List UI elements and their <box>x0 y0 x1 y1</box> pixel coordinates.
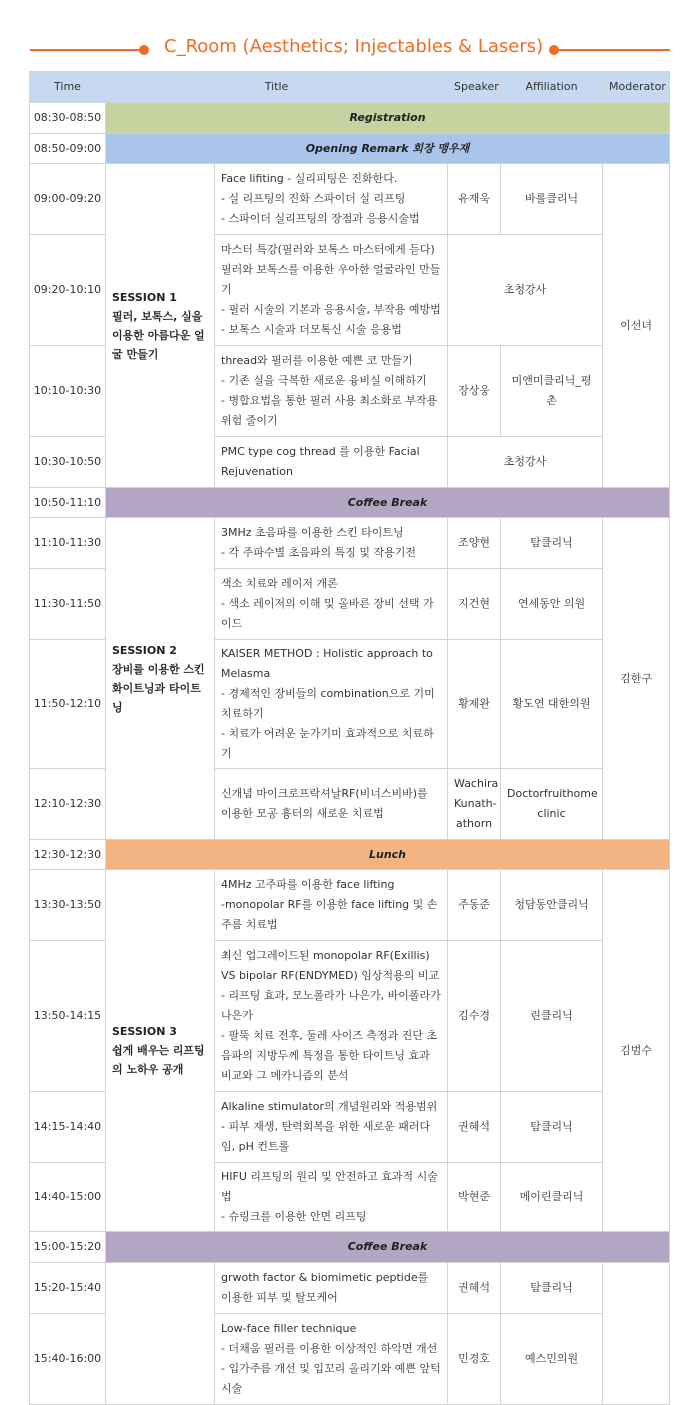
speaker-cell: 지건현 <box>448 569 501 640</box>
time-cell: 15:40-16:00 <box>30 1314 106 1405</box>
speaker-cell: Wachira Kunath-athorn <box>448 769 501 840</box>
talk-title-line: - 실 리프팅의 진화 스파이더 실 리프팅 <box>221 192 406 205</box>
talk-title-line: Low-face filler technique <box>221 1322 357 1335</box>
talk-title-line: - 리프팅 효과, 모노폴라가 나은가, 바이폴라가 나은가 <box>221 989 441 1022</box>
time-cell: 15:00-15:20 <box>30 1232 106 1263</box>
talk-title <box>215 1092 448 1163</box>
session-name-line: 쉽게 배우는 리프팅의 노하우 공개 <box>112 1044 205 1076</box>
title-rule-right <box>553 49 670 51</box>
time-cell: 09:20-10:10 <box>30 235 106 346</box>
affiliation-cell: 탐클리닉 <box>501 1092 603 1163</box>
time-cell: 12:30-12:30 <box>30 840 106 870</box>
time-cell: 14:15-14:40 <box>30 1092 106 1163</box>
affiliation-cell: 메이린클리닉 <box>501 1163 603 1232</box>
band-row-coffee <box>30 488 670 518</box>
time-cell: 12:10-12:30 <box>30 769 106 840</box>
table-row <box>30 164 670 235</box>
title-dot-left <box>139 45 149 55</box>
speaker-affiliation-cell: 초청강사 <box>448 437 603 488</box>
talk-title-line: Face lifiting - 실리피팅은 진화한다. <box>221 172 398 185</box>
talk-title-line: - 스파이더 실리프팅의 장점과 응용시술법 <box>221 212 420 225</box>
table-row <box>30 1263 670 1314</box>
table-row <box>30 870 670 941</box>
session-name-line: SESSION 3 <box>112 1025 177 1038</box>
talk-title <box>215 1314 448 1405</box>
talk-title-line: PMC type cog thread 를 이용한 Facial Rejuvenation <box>221 445 420 478</box>
talk-title-line: 신개념 마이크로프락셔날RF(비너스비바)를 이용한 모공 흉터의 새로운 치료법 <box>221 787 428 820</box>
talk-title-line: - 색소 레이저의 이해 및 올바른 장비 선택 가이드 <box>221 597 434 630</box>
talk-title-line: 색소 치료와 레이저 개론 <box>221 577 338 590</box>
affiliation-cell: 바롤클리닉 <box>501 164 603 235</box>
session-4-name <box>106 1263 215 1405</box>
affiliation-cell: 청담동안클리닉 <box>501 870 603 941</box>
session-3-moderator: 김범수 <box>603 870 670 1232</box>
time-cell: 15:20-15:40 <box>30 1263 106 1314</box>
affiliation-cell: 황도연 대한의원 <box>501 640 603 769</box>
session-2-moderator: 김한구 <box>603 518 670 840</box>
table-row <box>30 518 670 569</box>
talk-title <box>215 1263 448 1314</box>
talk-title-line: - 각 주파수별 초음파의 특징 및 작용기전 <box>221 546 416 559</box>
session-name-line: SESSION 2 <box>112 643 177 657</box>
speaker-cell: 권혜석 <box>448 1263 501 1314</box>
time-cell: 13:30-13:50 <box>30 870 106 941</box>
band-row-coffee <box>30 1232 670 1263</box>
talk-title-line: 4MHz 고주파를 이용한 face lifting <box>221 878 395 891</box>
talk-title-line: -monopolar RF를 이용한 face lifting 및 손주름 치료법 <box>221 898 438 931</box>
header-affiliation: Affiliation <box>501 72 603 103</box>
talk-title-line: - 팔뚝 치료 전후, 둘레 사이즈 측정과 진단 초음파의 지방두께 특정을 통한 타이트닝 효과 비교와 그 메카니즘의 분석 <box>221 1029 438 1082</box>
talk-title <box>215 769 448 840</box>
talk-title <box>215 164 448 235</box>
talk-title-line: - 입가주름 개선 및 입꼬리 올리기와 예쁜 앞턱 시술 <box>221 1362 441 1395</box>
talk-title <box>215 235 448 346</box>
talk-title-line: grwoth factor & biomimetic peptide를 이용한 피부 및 탈모케어 <box>221 1271 429 1304</box>
affiliation-cell: 린클리닉 <box>501 941 603 1092</box>
speaker-cell: 민경호 <box>448 1314 501 1405</box>
affiliation-cell: 미앤미클리닉_평촌 <box>501 346 603 437</box>
speaker-affiliation-cell: 초청강사 <box>448 235 603 346</box>
talk-title <box>215 640 448 769</box>
title-rule-left <box>30 49 144 51</box>
time-cell: 14:40-15:00 <box>30 1163 106 1232</box>
session-1-name <box>106 164 215 488</box>
session-name-line: SESSION 1 <box>112 290 177 304</box>
time-cell: 10:10-10:30 <box>30 346 106 437</box>
session-4-moderator <box>603 1263 670 1405</box>
session-1-moderator: 이선녀 <box>603 164 670 488</box>
talk-title-line: - 슈링크를 이용한 안면 리프팅 <box>221 1210 367 1223</box>
affiliation-cell: Doctorfruithome clinic <box>501 769 603 840</box>
speaker-cell: 조양현 <box>448 518 501 569</box>
time-cell: 08:50-09:00 <box>30 134 106 164</box>
session-3-name <box>106 870 215 1232</box>
talk-title-line: - 치료가 어려운 눈가기미 효과적으로 치료하기 <box>221 727 434 760</box>
coffee-break-band: Coffee Break <box>106 488 670 518</box>
talk-title-line: - 병합요법을 통한 필러 사용 최소화로 부작용 위험 줄이기 <box>221 394 438 427</box>
lunch-band: Lunch <box>106 840 670 870</box>
talk-title-line: HIFU 리프팅의 원리 및 안전하고 효과적 시술법 <box>221 1170 438 1203</box>
speaker-cell: 김수경 <box>448 941 501 1092</box>
speaker-cell: 황제완 <box>448 640 501 769</box>
talk-title-line: thread와 필러를 이용한 예쁜 코 만들기 <box>221 354 413 367</box>
talk-title-line: - 더채움 필러를 이용한 이상적인 하악면 개선 <box>221 1342 438 1355</box>
time-cell: 11:30-11:50 <box>30 569 106 640</box>
affiliation-cell: 예스민의원 <box>501 1314 603 1405</box>
time-cell: 11:50-12:10 <box>30 640 106 769</box>
page-title-bar <box>0 30 700 70</box>
talk-title <box>215 941 448 1092</box>
opening-remark-band: Opening Remark 회장 맹우재 <box>106 134 670 164</box>
affiliation-cell: 연세동안 의원 <box>501 569 603 640</box>
talk-title-line: 최신 업그레이드된 monopolar RF(Exillis) VS bipolar RF(ENDYMED) 임상적용의 비교 <box>221 949 440 982</box>
time-cell: 08:30-08:50 <box>30 103 106 134</box>
speaker-cell: 유재욱 <box>448 164 501 235</box>
band-row-opening <box>30 134 670 164</box>
talk-title-line: - 기존 실을 극복한 새로운 융비실 이해하기 <box>221 374 427 387</box>
speaker-cell: 주동준 <box>448 870 501 941</box>
talk-title <box>215 569 448 640</box>
talk-title-line: - 경제적인 장비들의 combination으로 기미치료하기 <box>221 687 435 720</box>
speaker-cell: 권혜석 <box>448 1092 501 1163</box>
talk-title <box>215 870 448 941</box>
affiliation-cell: 탐클리닉 <box>501 1263 603 1314</box>
time-cell: 13:50-14:15 <box>30 941 106 1092</box>
time-cell: 09:00-09:20 <box>30 164 106 235</box>
session-name-line: 필러, 보톡스, 실을 이용한 아름다운 얼굴 만들기 <box>112 309 205 361</box>
session-2-name <box>106 518 215 840</box>
talk-title <box>215 1163 448 1232</box>
talk-title-line: - 필러 시술의 기본과 응용시술, 부작용 예방법 <box>221 303 441 316</box>
schedule-table <box>29 71 670 1405</box>
time-cell: 10:30-10:50 <box>30 437 106 488</box>
registration-band: Registration <box>106 103 670 134</box>
speaker-cell: 장상웅 <box>448 346 501 437</box>
affiliation-cell: 탐클리닉 <box>501 518 603 569</box>
header-row <box>30 72 670 103</box>
talk-title <box>215 346 448 437</box>
talk-title-line: 필러와 보톡스를 이용한 우아한 얼굴라인 만들기 <box>221 263 441 296</box>
talk-title-line: - 피부 재생, 탄력회복을 위한 새로운 패러다임, pH 컨트롤 <box>221 1120 431 1153</box>
talk-title <box>215 437 448 488</box>
session-name-line: 장비를 이용한 스킨 화이트닝과 타이트닝 <box>112 662 205 714</box>
talk-title-line: Alkaline stimulator의 개념원리와 적용범위 <box>221 1100 438 1113</box>
header-title: Title <box>106 72 448 103</box>
talk-title-line: 마스터 특강(필러와 보톡스 마스터에게 듣다) <box>221 243 435 256</box>
header-time: Time <box>30 72 106 103</box>
band-row-registration <box>30 103 670 134</box>
speaker-cell: 박현준 <box>448 1163 501 1232</box>
time-cell: 11:10-11:30 <box>30 518 106 569</box>
header-moderator: Moderator <box>603 72 670 103</box>
talk-title-line: - 보톡스 시술과 더모톡신 시술 응용법 <box>221 323 402 336</box>
time-cell: 10:50-11:10 <box>30 488 106 518</box>
band-row-lunch <box>30 840 670 870</box>
talk-title-line: 3MHz 초음파를 이용한 스킨 타이트닝 <box>221 526 404 539</box>
talk-title <box>215 518 448 569</box>
page-title: C_Room (Aesthetics; Injectables & Lasers) <box>164 36 544 57</box>
talk-title-line: KAISER METHOD : Holistic approach to Melasma <box>221 647 433 680</box>
header-speaker: Speaker <box>448 72 501 103</box>
coffee-break-band: Coffee Break <box>106 1232 670 1263</box>
